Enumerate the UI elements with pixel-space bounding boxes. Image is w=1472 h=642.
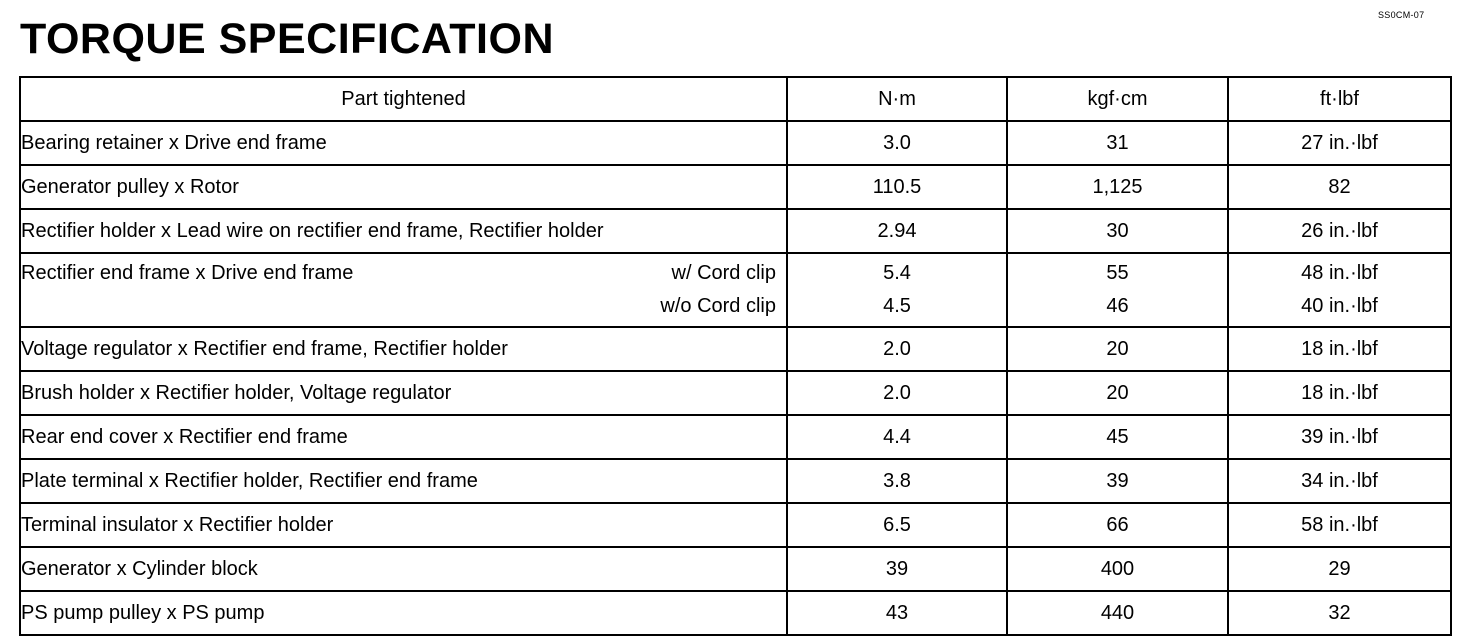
table-row xyxy=(20,591,1451,635)
part-cell: Terminal insulator x Rectifier holder xyxy=(20,503,787,547)
kgf-cell xyxy=(1007,253,1228,327)
table-row xyxy=(20,547,1451,591)
kgf-cell: 440 xyxy=(1007,591,1228,635)
nm-cell: 3.0 xyxy=(787,121,1007,165)
ftlbf-cell: 82 xyxy=(1228,165,1451,209)
part-cell: Generator pulley x Rotor xyxy=(20,165,787,209)
nm-cell: 4.4 xyxy=(787,415,1007,459)
nm-cell: 2.0 xyxy=(787,371,1007,415)
table-row xyxy=(20,503,1451,547)
header-part-tightened: Part tightened xyxy=(20,77,787,121)
kgf-cell: 1,125 xyxy=(1007,165,1228,209)
part-cell: PS pump pulley x PS pump xyxy=(20,591,787,635)
part-cell xyxy=(20,253,787,327)
table-row xyxy=(20,371,1451,415)
part-cell: Rear end cover x Rectifier end frame xyxy=(20,415,787,459)
part-cell: Rectifier holder x Lead wire on rectifier end frame, Rectifier holder xyxy=(20,209,787,253)
table-row xyxy=(20,415,1451,459)
header-kgf-cm: kgf·cm xyxy=(1007,77,1228,121)
ftlbf-cell: 32 xyxy=(1228,591,1451,635)
ftlbf-cell: 27 in.·lbf xyxy=(1228,121,1451,165)
table-row xyxy=(20,165,1451,209)
ftlbf-value: 48 in.·lbf xyxy=(1301,262,1378,284)
ftlbf-cell: 29 xyxy=(1228,547,1451,591)
table-row xyxy=(20,327,1451,371)
kgf-cell: 66 xyxy=(1007,503,1228,547)
table-row xyxy=(20,209,1451,253)
kgf-cell: 20 xyxy=(1007,327,1228,371)
ftlbf-cell: 34 in.·lbf xyxy=(1228,459,1451,503)
ftlbf-cell: 26 in.·lbf xyxy=(1228,209,1451,253)
ftlbf-cell: 39 in.·lbf xyxy=(1228,415,1451,459)
nm-cell: 2.0 xyxy=(787,327,1007,371)
part-cell: Generator x Cylinder block xyxy=(20,547,787,591)
kgf-cell: 20 xyxy=(1007,371,1228,415)
nm-cell: 110.5 xyxy=(787,165,1007,209)
nm-cell xyxy=(787,253,1007,327)
ftlbf-cell: 58 in.·lbf xyxy=(1228,503,1451,547)
nm-cell: 3.8 xyxy=(787,459,1007,503)
ftlbf-value: 40 in.·lbf xyxy=(1301,295,1378,317)
kgf-value: 46 xyxy=(1106,295,1129,317)
nm-cell: 39 xyxy=(787,547,1007,591)
header-nm: N·m xyxy=(787,77,1007,121)
nm-value: 5.4 xyxy=(883,262,911,284)
kgf-cell: 30 xyxy=(1007,209,1228,253)
part-label: Rectifier end frame x Drive end frame xyxy=(21,262,354,284)
page-title: TORQUE SPECIFICATION xyxy=(20,15,554,63)
kgf-cell: 39 xyxy=(1007,459,1228,503)
condition-without-cord-clip: w/o Cord clip xyxy=(660,295,776,317)
nm-cell: 6.5 xyxy=(787,503,1007,547)
table-row xyxy=(20,121,1451,165)
document-code: SS0CM-07 xyxy=(1378,10,1425,20)
kgf-cell: 400 xyxy=(1007,547,1228,591)
table-row xyxy=(20,459,1451,503)
nm-cell: 43 xyxy=(787,591,1007,635)
header-ft-lbf: ft·lbf xyxy=(1228,77,1451,121)
ftlbf-cell: 18 in.·lbf xyxy=(1228,327,1451,371)
nm-value: 4.5 xyxy=(883,295,911,317)
table-header-row xyxy=(20,77,1451,121)
part-cell: Bearing retainer x Drive end frame xyxy=(20,121,787,165)
part-cell: Plate terminal x Rectifier holder, Rectifier end frame xyxy=(20,459,787,503)
kgf-value: 55 xyxy=(1106,262,1129,284)
part-cell: Brush holder x Rectifier holder, Voltage regulator xyxy=(20,371,787,415)
kgf-cell: 45 xyxy=(1007,415,1228,459)
table-row xyxy=(20,253,1451,327)
kgf-cell: 31 xyxy=(1007,121,1228,165)
part-cell: Voltage regulator x Rectifier end frame, Rectifier holder xyxy=(20,327,787,371)
nm-cell: 2.94 xyxy=(787,209,1007,253)
condition-with-cord-clip: w/ Cord clip xyxy=(671,262,776,284)
ftlbf-cell: 18 in.·lbf xyxy=(1228,371,1451,415)
ftlbf-cell xyxy=(1228,253,1451,327)
torque-spec-table xyxy=(19,76,1452,636)
